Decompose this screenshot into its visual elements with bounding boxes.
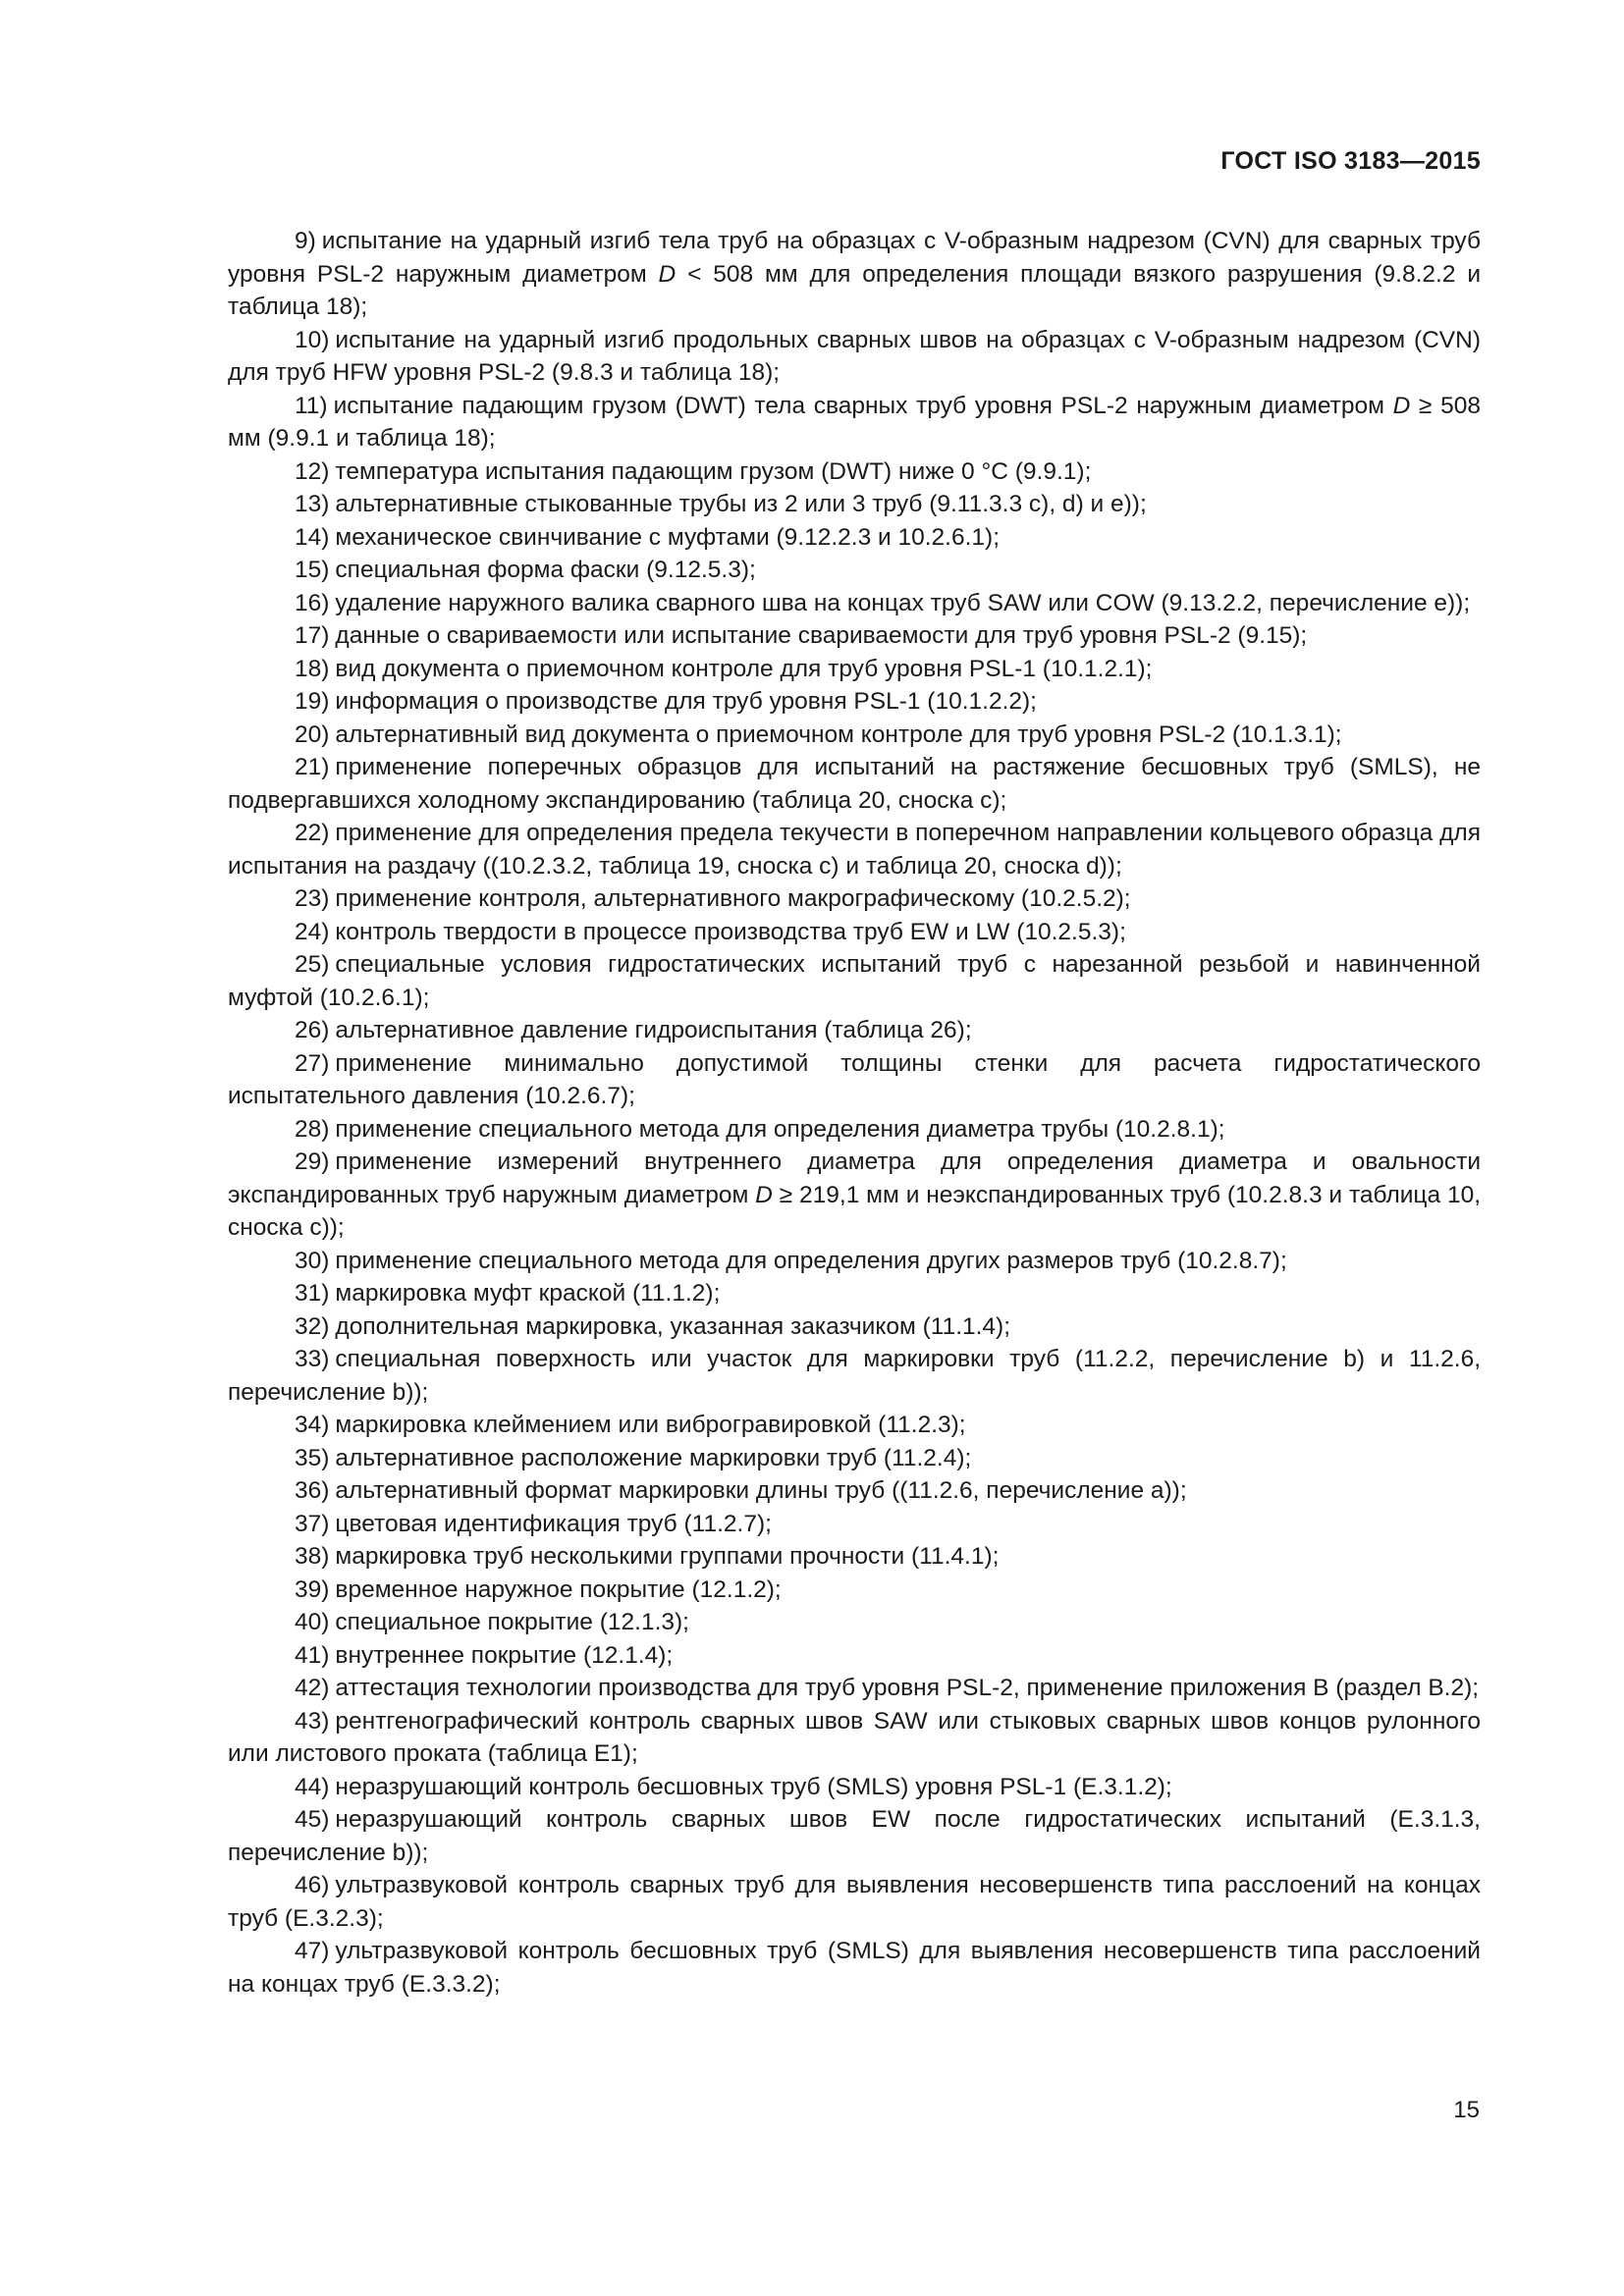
list-item-number: 25)	[295, 951, 330, 978]
list-item-text: информация о производстве для труб уровня PSL-1 (10.1.2.2);	[335, 688, 1037, 715]
list-item-number: 32)	[295, 1312, 330, 1340]
list-item	[228, 1409, 1481, 1442]
list-item-number: 20)	[295, 721, 330, 748]
list-item	[228, 916, 1481, 949]
requirements-list	[228, 225, 1481, 2001]
list-item-text: температура испытания падающим грузом (DWT) ниже 0 °С (9.9.1);	[335, 457, 1092, 485]
list-item-number: 17)	[295, 622, 330, 649]
list-item-text: применение поперечных образцов для испытаний на растяжение бесшовных труб (SMLS), не подвергавшихся холодному экспандированию (таблица 20, сноска с);	[228, 754, 1481, 814]
list-item-number: 21)	[295, 754, 330, 780]
list-item	[228, 554, 1481, 587]
list-item	[228, 619, 1481, 653]
list-item-number: 27)	[295, 1049, 330, 1077]
list-item-text: маркировка клеймением или виброгравировкой (11.2.3);	[335, 1412, 966, 1438]
list-item-text: ≥ 508 мм (9.9.1 и таблица 18);	[228, 392, 1481, 452]
list-item-number: 43)	[295, 1707, 330, 1735]
list-item-text: цветовая идентификация труб (11.2.7);	[335, 1510, 772, 1537]
diameter-symbol: D	[1392, 392, 1411, 419]
list-item	[228, 1540, 1481, 1574]
list-item-number: 36)	[295, 1477, 330, 1504]
list-item-number: 37)	[295, 1510, 330, 1537]
list-item	[228, 1014, 1481, 1047]
list-item	[228, 1474, 1481, 1508]
list-item-number: 39)	[295, 1575, 330, 1603]
list-item-number: 38)	[295, 1543, 330, 1570]
list-item	[228, 1508, 1481, 1541]
list-item	[228, 1574, 1481, 1607]
list-item-number: 33)	[295, 1346, 330, 1372]
list-item-number: 46)	[295, 1872, 330, 1898]
list-item	[228, 882, 1481, 916]
list-item-number: 35)	[295, 1444, 330, 1471]
list-item-text: временное наружное покрытие (12.1.2);	[335, 1575, 782, 1603]
list-item-number: 40)	[295, 1609, 330, 1635]
list-item	[228, 1705, 1481, 1771]
list-item-number: 42)	[295, 1675, 330, 1701]
list-item-text: специальное покрытие (12.1.3);	[335, 1609, 689, 1635]
list-item-number: 10)	[295, 326, 330, 353]
list-item-text: альтернативное давление гидроиспытания (таблица 26);	[335, 1017, 972, 1043]
list-item-text: ≥ 219,1 мм и неэкспандированных труб (10.2.8.3 и таблица 10, сноска с));	[228, 1181, 1481, 1241]
list-item	[228, 1771, 1481, 1804]
standard-code-header: ГОСТ ISO 3183—2015	[1220, 147, 1481, 175]
list-item	[228, 1343, 1481, 1409]
list-item-text: механическое свинчивание с муфтами (9.12.2.3 и 10.2.6.1);	[335, 523, 1001, 551]
list-item-number: 15)	[295, 557, 330, 583]
list-item	[228, 1047, 1481, 1113]
list-item-text: применение специального метода для определения диаметра трубы (10.2.8.1);	[335, 1115, 1225, 1143]
list-item-text: применение минимально допустимой толщины стенки для расчета гидростатического испытательного давления (10.2.6.7);	[228, 1049, 1481, 1109]
list-item-number: 34)	[295, 1412, 330, 1438]
list-item-text: маркировка муфт краской (11.1.2);	[335, 1280, 721, 1307]
list-item-text: неразрушающий контроль бесшовных труб (SMLS) уровня PSL-1 (Е.3.1.2);	[335, 1773, 1172, 1800]
list-item-text: альтернативные стыкованные трубы из 2 или 3 труб (9.11.3.3 с), d) и e));	[335, 491, 1147, 517]
list-item-text: маркировка труб несколькими группами прочности (11.4.1);	[335, 1543, 1000, 1570]
list-item-text: рентгенографический контроль сварных швов SAW или стыковых сварных швов концов рулонного или листового проката (таблица Е1);	[228, 1707, 1481, 1767]
list-item	[228, 324, 1481, 390]
list-item	[228, 685, 1481, 719]
list-item	[228, 948, 1481, 1014]
list-item-text: аттестация технологии производства для труб уровня PSL-2, применение приложения В (раздел В.2);	[335, 1675, 1480, 1701]
list-item	[228, 1606, 1481, 1639]
list-item-number: 24)	[295, 918, 330, 945]
list-item	[228, 1803, 1481, 1869]
list-item-number: 14)	[295, 523, 330, 551]
list-item	[228, 455, 1481, 489]
list-item	[228, 390, 1481, 455]
list-item-text: данные о свариваемости или испытание свариваемости для труб уровня PSL-2 (9.15);	[335, 622, 1308, 649]
list-item	[228, 1310, 1481, 1344]
list-item-number: 22)	[295, 820, 330, 846]
list-item	[228, 1639, 1481, 1673]
list-item-text: контроль твердости в процессе производства труб EW и LW (10.2.5.3);	[335, 918, 1126, 945]
list-item-text: альтернативный формат маркировки длины труб ((11.2.6, перечисление а));	[335, 1477, 1187, 1504]
list-item-text: удаление наружного валика сварного шва на концах труб SAW или COW (9.13.2.2, перечисление е));	[335, 589, 1471, 616]
list-item	[228, 1113, 1481, 1147]
list-item-number: 9)	[295, 228, 316, 254]
list-item-text: ультразвуковой контроль сварных труб для выявления несовершенств типа расслоений на концах труб (Е.3.2.3);	[228, 1872, 1481, 1932]
list-item-text: < 508 мм для определения площади вязкого разрушения (9.8.2.2 и таблица 18);	[228, 260, 1482, 320]
list-item-text: испытание падающим грузом (DWT) тела сварных труб уровня PSL-2 наружным диаметром	[333, 392, 1393, 419]
list-item-text: ультразвуковой контроль бесшовных труб (SMLS) для выявления несовершенств типа расслоений на концах труб (Е.3.3.2);	[228, 1938, 1481, 1998]
list-item-number: 19)	[295, 688, 330, 715]
list-item	[228, 587, 1481, 620]
list-item-number: 26)	[295, 1017, 330, 1043]
list-item-number: 44)	[295, 1773, 330, 1800]
list-item	[228, 1442, 1481, 1475]
list-item-text: дополнительная маркировка, указанная заказчиком (11.1.4);	[335, 1312, 1011, 1340]
list-item-text: применение контроля, альтернативного макрографическому (10.2.5.2);	[335, 885, 1131, 912]
list-item	[228, 817, 1481, 882]
list-item-number: 18)	[295, 655, 330, 682]
list-item-number: 13)	[295, 491, 330, 517]
diameter-symbol: D	[755, 1181, 773, 1208]
list-item-text: применение специального метода для определения других размеров труб (10.2.8.7);	[335, 1247, 1287, 1274]
list-item-text: специальная поверхность или участок для маркировки труб (11.2.2, перечисление b) и 11.2.6, перечисление b));	[228, 1346, 1481, 1406]
list-item-number: 28)	[295, 1115, 330, 1143]
list-item	[228, 225, 1481, 324]
list-item-text: альтернативное расположение маркировки труб (11.2.4);	[335, 1444, 972, 1471]
list-item-number: 45)	[295, 1806, 330, 1833]
list-item-text: альтернативный вид документа о приемочном контроле для труб уровня PSL-2 (10.1.3.1);	[335, 721, 1342, 748]
list-item	[228, 1277, 1481, 1310]
page-number: 15	[1453, 2097, 1480, 2123]
list-item-text: специальные условия гидростатических испытаний труб с нарезанной резьбой и навинченной муфтой (10.2.6.1);	[228, 951, 1481, 1011]
list-item-number: 31)	[295, 1280, 330, 1307]
list-item	[228, 1935, 1481, 2001]
list-item-number: 16)	[295, 589, 330, 616]
list-item	[228, 1146, 1481, 1245]
list-item-number: 47)	[295, 1938, 330, 1964]
list-item	[228, 719, 1481, 752]
list-item	[228, 751, 1481, 817]
list-item-number: 41)	[295, 1641, 330, 1669]
list-item-text: внутреннее покрытие (12.1.4);	[335, 1641, 674, 1669]
list-item-text: применение для определения предела текучести в поперечном направлении кольцевого образца для испытания на раздачу ((10.2.3.2, таблица 19, сноска с) и таблица 20, сноска d));	[228, 820, 1481, 880]
diameter-symbol: D	[658, 260, 677, 288]
list-item-number: 23)	[295, 885, 330, 912]
list-item-number: 12)	[295, 457, 330, 485]
list-item	[228, 1245, 1481, 1278]
list-item-text: неразрушающий контроль сварных швов EW после гидростатических испытаний (Е.3.1.3, перечисление b));	[228, 1806, 1481, 1866]
list-item	[228, 1869, 1481, 1935]
list-item-number: 29)	[295, 1148, 330, 1175]
list-item-text: вид документа о приемочном контроле для труб уровня PSL-1 (10.1.2.1);	[335, 655, 1153, 682]
list-item	[228, 653, 1481, 686]
list-item-number: 11)	[295, 392, 328, 419]
list-item-text: специальная форма фаски (9.12.5.3);	[335, 557, 756, 583]
list-item	[228, 1672, 1481, 1705]
list-item-text: испытание на ударный изгиб продольных сварных швов на образцах с V-образным надрезом (CVN) для труб HFW уровня PSL-2 (9.8.3 и таблица 18);	[228, 326, 1481, 386]
list-item-number: 30)	[295, 1247, 330, 1274]
list-item	[228, 488, 1481, 521]
list-item-text: испытание на ударный изгиб тела труб на образцах с V-образным надрезом (CVN) для сварных труб уровня PSL-2 наружным диаметром	[228, 228, 1481, 288]
list-item	[228, 521, 1481, 555]
list-item-text: применение измерений внутреннего диаметра для определения диаметра и овальности экспандированных труб наружным диаметром	[228, 1148, 1481, 1208]
